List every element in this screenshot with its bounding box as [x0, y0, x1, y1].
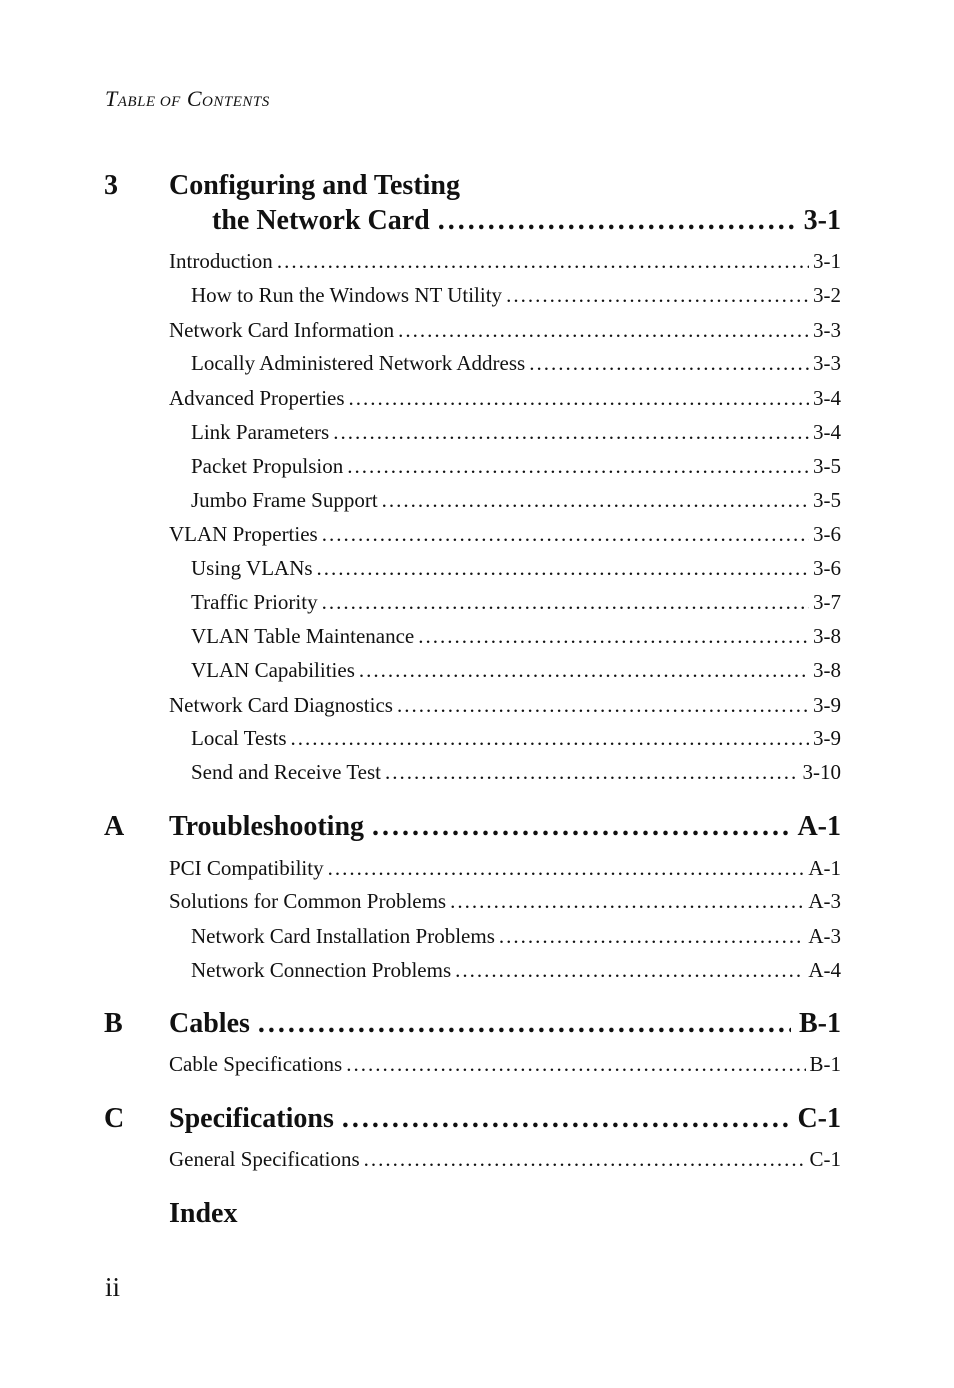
toc-entry[interactable]: Packet Propulsion ..... 3-5	[191, 454, 841, 479]
toc-entry[interactable]: Jumbo Frame Support ..... 3-5	[191, 488, 841, 513]
appendix-c-letter: C	[104, 1103, 125, 1134]
chapter-3-page: 3-1	[803, 205, 841, 236]
toc-entry[interactable]: Using VLANs ..... 3-6	[191, 556, 841, 581]
chapter-3-title-line2: the Network Card	[212, 205, 430, 236]
toc-entry[interactable]: VLAN Table Maintenance ..... 3-8	[191, 624, 841, 649]
page-number: ii	[105, 1272, 121, 1302]
appendix-b-heading[interactable]: Cables ..... B-1	[169, 1008, 841, 1040]
running-header: TABLE OF CONTENTS	[105, 86, 270, 111]
chapter-3-number: 3	[104, 170, 118, 201]
leader-dots	[438, 205, 796, 237]
toc-entry[interactable]: Link Parameters ..... 3-4	[191, 420, 841, 445]
toc-entry[interactable]: Traffic Priority ..... 3-7	[191, 590, 841, 615]
toc-entry[interactable]: Network Card Diagnostics ..... 3-9	[169, 693, 841, 718]
toc-entry[interactable]: Network Card Installation Problems ..... A-3	[191, 924, 841, 949]
chapter-3-title-line1: Configuring and Testing	[169, 170, 460, 201]
toc-entry[interactable]: Advanced Properties ..... 3-4	[169, 386, 841, 411]
toc-entry[interactable]: VLAN Properties ..... 3-6	[169, 522, 841, 547]
chapter-3-heading[interactable]	[212, 205, 841, 237]
toc-entry[interactable]: Cable Specifications ..... B-1	[169, 1052, 841, 1077]
appendix-c-heading[interactable]: Specifications ..... C-1	[169, 1103, 841, 1135]
toc-entry[interactable]: Introduction ..... 3-1	[169, 249, 841, 274]
toc-entry[interactable]: Solutions for Common Problems ..... A-3	[169, 889, 841, 914]
appendix-b-letter: B	[104, 1008, 123, 1039]
index-heading[interactable]: Index	[169, 1198, 238, 1229]
toc-entry[interactable]: Network Connection Problems ..... A-4	[191, 958, 841, 983]
appendix-a-heading[interactable]: Troubleshooting ..... A-1	[169, 811, 841, 843]
toc-entry[interactable]: General Specifications ..... C-1	[169, 1147, 841, 1172]
leader-dots	[258, 1008, 791, 1040]
toc-entry[interactable]: PCI Compatibility ..... A-1	[169, 856, 841, 881]
toc-entry[interactable]: How to Run the Windows NT Utility ..... 3-2	[191, 283, 841, 308]
toc-entry[interactable]: VLAN Capabilities ..... 3-8	[191, 658, 841, 683]
leader-dots	[372, 811, 789, 843]
leader-dots	[342, 1103, 790, 1135]
appendix-a-letter: A	[104, 811, 125, 842]
toc-entry[interactable]: Send and Receive Test ..... 3-10	[191, 760, 841, 785]
toc-entry[interactable]: Network Card Information ..... 3-3	[169, 318, 841, 343]
toc-entry[interactable]: Locally Administered Network Address ..... 3-3	[191, 351, 841, 376]
toc-entry[interactable]: Local Tests ..... 3-9	[191, 726, 841, 751]
